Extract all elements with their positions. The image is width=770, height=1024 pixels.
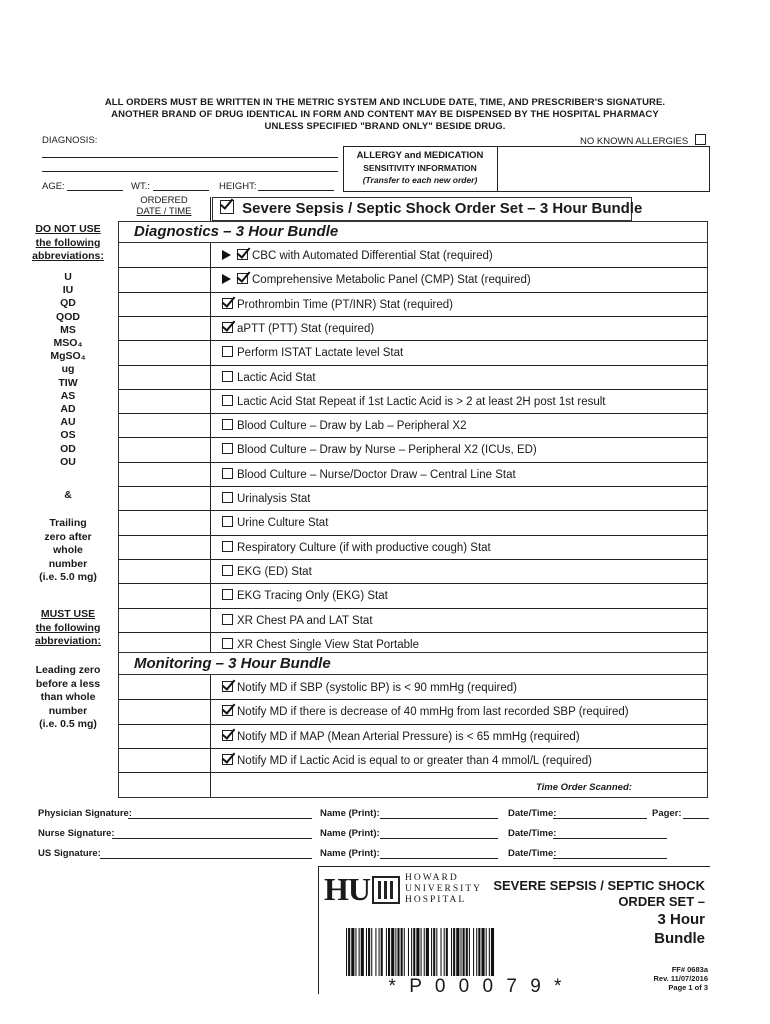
abbreviations-entry: ug <box>61 363 75 376</box>
item-label: Urine Culture Stat <box>237 517 329 529</box>
logo-letters: HU <box>324 871 370 907</box>
barcode-bar <box>436 928 437 976</box>
abbreviations-entry: QOD <box>56 310 80 323</box>
abbreviations-entry: MSO₄ <box>53 337 83 350</box>
barcode-bar <box>351 928 354 976</box>
no-known-allergies-label: NO KNOWN ALLERGIES <box>580 136 689 147</box>
abbreviations-entry: AD <box>60 403 76 416</box>
barcode-bar <box>469 928 470 976</box>
diagnostic-item[interactable] <box>222 541 491 554</box>
abbreviations-entry: MgSO₄ <box>50 350 86 363</box>
must-use-2: the following <box>35 621 101 634</box>
item-label: Notify MD if MAP (Mean Arterial Pressure) is < 65 mmHg (required) <box>237 731 580 743</box>
hospital-name-3: HOSPITAL <box>405 895 467 905</box>
allergy-box-title <box>343 150 497 186</box>
nurse-name-label: Name (Print): <box>320 828 380 839</box>
nurse-date-label: Date/Time: <box>508 828 557 839</box>
diagnostic-item[interactable] <box>222 443 537 456</box>
physician-name-field[interactable] <box>380 818 498 819</box>
logo-building-icon <box>372 876 400 904</box>
diagnostic-item[interactable] <box>222 419 467 432</box>
barcode-bar <box>456 928 459 976</box>
diagnostic-item[interactable] <box>222 322 374 335</box>
item-checkbox[interactable] <box>222 346 233 357</box>
row-divider <box>118 583 708 584</box>
diagnostics-title: Diagnostics – 3 Hour Bundle <box>134 223 339 240</box>
header-line-1: ALL ORDERS MUST BE WRITTEN IN THE METRIC SYSTEM AND INCLUDE DATE, TIME, AND PRESCRIBER'S SIGNATURE. <box>104 97 666 108</box>
abbreviations-entry: MS <box>60 323 76 336</box>
monitoring-title: Monitoring – 3 Hour Bundle <box>134 655 331 672</box>
barcode-bar <box>453 928 455 976</box>
do-not-use-abbreviations <box>28 271 108 469</box>
monitoring-item[interactable] <box>222 754 592 767</box>
item-checkbox[interactable] <box>222 730 233 741</box>
us-name-label: Name (Print): <box>320 848 380 859</box>
barcode-bar <box>361 928 364 976</box>
diagnostic-item[interactable] <box>222 298 453 311</box>
header-line-2: ANOTHER BRAND OF DRUG IDENTICAL IN FORM AND CONTENT MAY BE DISPENSED BY THE HOSPITAL PHARMACY <box>111 109 659 120</box>
abbreviations-entry: U <box>64 271 72 283</box>
abbreviations-entry: OU <box>60 455 76 468</box>
row-divider <box>118 535 708 536</box>
monitoring-item[interactable] <box>222 681 517 694</box>
row-divider <box>118 437 708 438</box>
diagnostic-item[interactable] <box>222 589 388 602</box>
trailing-entry: Trailing <box>49 517 87 529</box>
leading-entry: Leading zero <box>35 664 101 676</box>
item-checkbox[interactable] <box>222 614 233 625</box>
allergy-title-2: SENSITIVITY INFORMATION <box>363 163 477 173</box>
row-divider <box>118 486 708 487</box>
physician-date-field[interactable] <box>553 818 647 819</box>
item-checkbox[interactable] <box>237 249 248 260</box>
do-not-use-3: abbreviations: <box>32 250 104 262</box>
diagnostic-item[interactable] <box>222 614 373 627</box>
must-use-heading <box>28 608 108 649</box>
barcode-bar <box>473 928 474 976</box>
order-set-title <box>220 200 642 217</box>
nurse-signature-field[interactable] <box>112 838 312 839</box>
no-known-allergies-checkbox[interactable] <box>695 134 706 145</box>
form-revision: Rev. 11/07/2016 <box>653 974 708 983</box>
item-label: XR Chest Single View Stat Portable <box>237 639 419 651</box>
item-label: Lactic Acid Stat <box>237 372 316 384</box>
us-signature-label: US Signature: <box>38 848 101 859</box>
leading-entry: than whole <box>40 691 96 703</box>
diagnostic-item[interactable] <box>222 395 606 408</box>
form-title-3: 3 Hour <box>657 911 705 928</box>
item-checkbox[interactable] <box>222 492 233 503</box>
barcode-bar <box>451 928 452 976</box>
barcode-bar <box>397 928 399 976</box>
physician-signature-label: Physician Signature: <box>38 808 132 819</box>
diagnostic-item[interactable] <box>222 565 312 578</box>
allergy-subtitle: (Transfer to each new order) <box>362 175 478 185</box>
row-divider <box>118 772 708 773</box>
pager-field[interactable] <box>683 818 709 819</box>
barcode <box>346 928 608 978</box>
us-date-field[interactable] <box>553 858 667 859</box>
pager-label: Pager: <box>652 808 682 819</box>
leading-zero-note <box>28 664 108 732</box>
barcode-bar <box>386 928 387 976</box>
form-title-4: Bundle <box>654 930 705 947</box>
barcode-bar <box>359 928 360 976</box>
abbreviations-entry: AU <box>60 416 76 429</box>
barcode-bar <box>368 928 370 976</box>
trailing-entry: whole <box>53 544 83 556</box>
us-signature-field[interactable] <box>100 858 312 859</box>
diagnostic-item[interactable] <box>222 371 316 384</box>
item-label: EKG Tracing Only (EKG) Stat <box>237 590 388 602</box>
diagnosis-label: DIAGNOSIS: <box>42 135 98 146</box>
arrow-icon <box>222 250 231 260</box>
barcode-bar <box>388 928 390 976</box>
trailing-entry: (i.e. 5.0 mg) <box>39 571 97 583</box>
barcode-bar <box>431 928 432 976</box>
physician-date-label: Date/Time: <box>508 808 557 819</box>
item-checkbox[interactable] <box>222 754 233 765</box>
item-label: aPTT (PTT) Stat (required) <box>237 323 375 335</box>
must-use-3: abbreviation: <box>35 635 101 647</box>
barcode-bar <box>391 928 394 976</box>
item-checkbox[interactable] <box>222 541 233 552</box>
trailing-entry: zero after <box>44 530 92 543</box>
abbreviations-entry: IU <box>62 284 74 297</box>
item-label: Blood Culture – Draw by Nurse – Peripheral X2 (ICUs, ED) <box>237 444 537 456</box>
barcode-bar <box>481 928 484 976</box>
barcode-bar <box>491 928 494 976</box>
nurse-signature-label: Nurse Signature: <box>38 828 115 839</box>
diagnostic-item[interactable] <box>222 346 403 359</box>
barcode-bar <box>381 928 383 976</box>
row-divider <box>118 365 708 366</box>
item-checkbox[interactable] <box>222 589 233 600</box>
time-order-scanned-label: Time Order Scanned: <box>536 782 632 793</box>
diagnostic-item[interactable] <box>222 492 311 505</box>
leading-entry: before a less <box>35 677 101 690</box>
barcode-bar <box>441 928 442 976</box>
barcode-bar <box>444 928 445 976</box>
item-checkbox[interactable] <box>222 638 233 649</box>
diagnosis-line-1[interactable] <box>42 157 338 158</box>
diagnostic-item[interactable] <box>222 638 419 651</box>
abbreviations-entry: OD <box>60 442 76 455</box>
order-set-checkbox[interactable] <box>220 200 234 214</box>
leading-entry: (i.e. 0.5 mg) <box>39 718 97 730</box>
barcode-bar <box>424 928 425 976</box>
barcode-bar <box>446 928 448 976</box>
abbreviations-entry: QD <box>60 297 76 310</box>
do-not-use-heading <box>28 223 108 264</box>
item-label: Lactic Acid Stat Repeat if 1st Lactic Acid is > 2 at least 2H post 1st result <box>237 396 606 408</box>
abbreviations-entry: AS <box>60 389 76 402</box>
row-divider <box>118 316 708 317</box>
item-checkbox[interactable] <box>222 565 233 576</box>
row-divider <box>118 462 708 463</box>
barcode-bar <box>379 928 380 976</box>
form-title-2: ORDER SET – <box>618 894 705 909</box>
diagnostic-item[interactable] <box>222 468 516 481</box>
barcode-bar <box>413 928 415 976</box>
abbreviations-entry: TIW <box>58 376 78 389</box>
form-number: FF# 0683a <box>671 965 708 974</box>
item-checkbox[interactable] <box>222 516 233 527</box>
row-divider <box>118 267 708 268</box>
barcode-bar <box>478 928 480 976</box>
row-divider <box>118 748 708 749</box>
barcode-bar <box>476 928 477 976</box>
order-set-title-text: Severe Sepsis / Septic Shock Order Set – 3 Hour Bundle <box>242 200 643 217</box>
item-label: XR Chest PA and LAT Stat <box>237 615 373 627</box>
item-label: Notify MD if Lactic Acid is equal to or greater than 4 mmol/L (required) <box>237 755 592 767</box>
physician-name-label: Name (Print): <box>320 808 380 819</box>
barcode-bar <box>404 928 405 976</box>
item-checkbox[interactable] <box>222 322 233 333</box>
row-divider <box>118 292 708 293</box>
barcode-bar <box>366 928 367 976</box>
row-divider <box>118 510 708 511</box>
row-divider <box>118 389 708 390</box>
item-label: Comprehensive Metabolic Panel (CMP) Stat (required) <box>252 274 531 286</box>
diagnostic-item[interactable] <box>222 273 531 286</box>
monitoring-item[interactable] <box>222 730 580 743</box>
leading-entry: number <box>48 704 88 717</box>
barcode-bar <box>463 928 465 976</box>
item-label: Notify MD if there is decrease of 40 mmHg from last recorded SBP (required) <box>237 706 629 718</box>
ordered-line-1: ORDERED <box>140 195 188 206</box>
item-checkbox[interactable] <box>237 273 248 284</box>
barcode-bar <box>460 928 461 976</box>
barcode-bar <box>395 928 396 976</box>
diagnostic-item[interactable] <box>222 516 328 529</box>
item-checkbox[interactable] <box>222 395 233 406</box>
barcode-bar <box>411 928 412 976</box>
us-date-label: Date/Time: <box>508 848 557 859</box>
item-label: Blood Culture – Draw by Lab – Peripheral X2 <box>237 420 467 432</box>
abbreviations-entry: OS <box>60 429 76 442</box>
age-field[interactable] <box>67 190 123 191</box>
diagnostic-item[interactable] <box>222 249 493 262</box>
barcode-bar <box>401 928 403 976</box>
item-label: CBC with Automated Differential Stat (required) <box>252 250 493 262</box>
hospital-logo <box>324 873 370 905</box>
allergy-title-1: ALLERGY and MEDICATION <box>356 150 484 161</box>
item-checkbox[interactable] <box>222 419 233 430</box>
form-meta <box>612 965 708 992</box>
header-line-3: UNLESS SPECIFIED "BRAND ONLY" BESIDE DRUG. <box>264 121 506 132</box>
do-not-use-2: the following <box>35 236 101 249</box>
item-checkbox[interactable] <box>222 371 233 382</box>
barcode-bar <box>421 928 422 976</box>
height-label: HEIGHT: <box>219 181 257 192</box>
item-checkbox[interactable] <box>222 298 233 309</box>
form-page: Page 1 of 3 <box>668 983 708 992</box>
weight-field[interactable] <box>153 190 209 191</box>
ordered-line-2: DATE / TIME <box>136 206 192 217</box>
trailing-zero-note <box>28 517 108 585</box>
physician-signature-field[interactable] <box>128 818 312 819</box>
item-checkbox[interactable] <box>222 443 233 454</box>
row-divider <box>118 608 708 609</box>
row-divider <box>118 413 708 414</box>
item-label: Urinalysis Stat <box>237 493 311 505</box>
do-not-use-1: DO NOT USE <box>35 223 101 235</box>
item-checkbox[interactable] <box>222 468 233 479</box>
ampersand: & <box>64 489 72 501</box>
item-label: Blood Culture – Nurse/Doctor Draw – Central Line Stat <box>237 469 516 481</box>
us-name-field[interactable] <box>380 858 498 859</box>
barcode-bar <box>466 928 468 976</box>
barcode-bar <box>426 928 429 976</box>
wt-label: WT.: <box>131 181 150 192</box>
hospital-name-1: HOWARD <box>405 873 459 883</box>
item-label: Respiratory Culture (if with productive cough) Stat <box>237 542 491 554</box>
item-checkbox[interactable] <box>222 705 233 716</box>
barcode-text: * P 0 0 0 7 9 * <box>388 976 566 997</box>
item-label: Prothrombin Time (PT/INR) Stat (required) <box>237 299 454 311</box>
barcode-bar <box>346 928 347 976</box>
must-use-1: MUST USE <box>40 608 96 620</box>
row-divider <box>118 724 708 725</box>
item-label: EKG (ED) Stat <box>237 566 312 578</box>
barcode-bar <box>486 928 487 976</box>
barcode-bar <box>433 928 435 976</box>
barcode-bar <box>489 928 490 976</box>
item-checkbox[interactable] <box>222 681 233 692</box>
trailing-entry: number <box>48 557 88 570</box>
barcode-bar <box>371 928 372 976</box>
barcode-bar <box>408 928 409 976</box>
diagnosis-line-2[interactable] <box>42 171 338 172</box>
barcode-bar <box>375 928 376 976</box>
arrow-icon <box>222 274 231 284</box>
barcode-bar <box>355 928 356 976</box>
row-divider <box>118 559 708 560</box>
age-label: AGE: <box>42 181 65 192</box>
form-title-1: SEVERE SEPSIS / SEPTIC SHOCK <box>493 878 705 893</box>
monitoring-item[interactable] <box>222 705 629 718</box>
row-divider <box>118 699 708 700</box>
hospital-name-2: UNIVERSITY <box>405 884 482 894</box>
ordered-header <box>118 195 210 217</box>
item-label: Notify MD if SBP (systolic BP) is < 90 mmHg (required) <box>237 682 518 694</box>
nurse-name-field[interactable] <box>380 838 498 839</box>
height-field[interactable] <box>258 190 334 191</box>
nurse-date-field[interactable] <box>553 838 667 839</box>
barcode-bar <box>416 928 419 976</box>
row-divider <box>118 632 708 633</box>
item-label: Perform ISTAT Lactate level Stat <box>237 347 404 359</box>
barcode-bar <box>348 928 350 976</box>
row-divider <box>118 340 708 341</box>
